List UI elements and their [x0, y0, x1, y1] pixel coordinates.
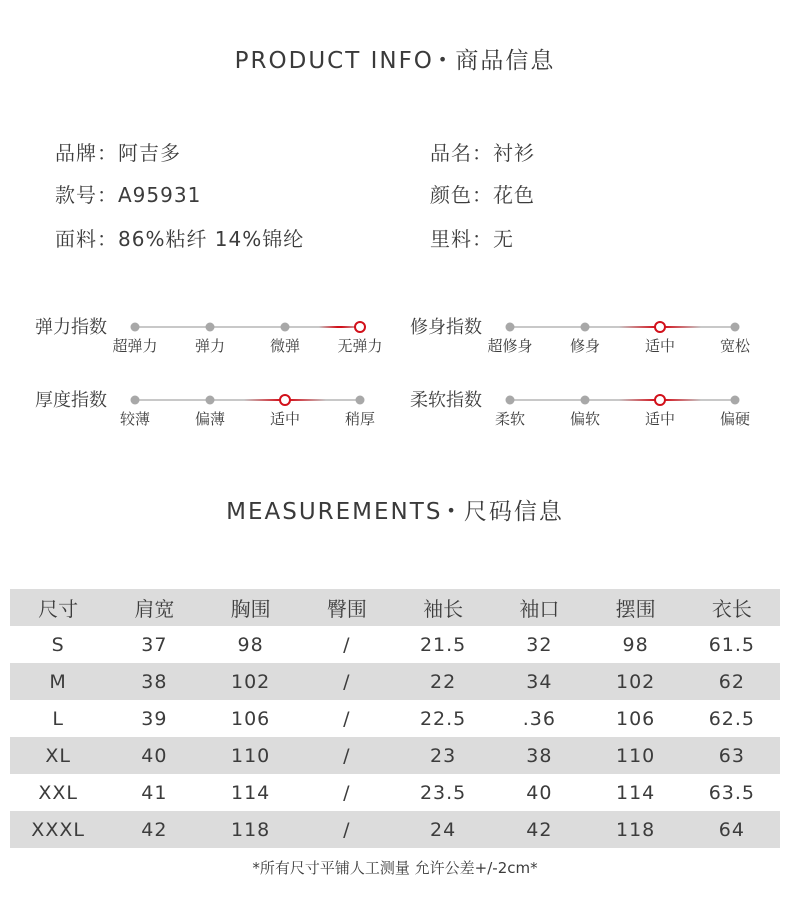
measurements-title	[0, 493, 790, 526]
index-option-label: 适中	[644, 410, 676, 428]
table-cell: 118	[203, 811, 299, 848]
table-cell: /	[299, 663, 395, 700]
table-cell: 63	[684, 737, 780, 774]
table-cell: 32	[526, 633, 553, 656]
index-option-label: 稍厚	[344, 410, 376, 428]
index-option-label: 宽松	[719, 337, 751, 355]
table-cell: 98	[622, 633, 649, 656]
table-cell: 39	[141, 707, 168, 730]
table-cell: 24	[395, 811, 491, 848]
table-header-cell: 袖长	[395, 589, 491, 626]
info-label: 品牌	[55, 141, 97, 165]
table-cell: /	[299, 811, 395, 848]
index-option-label: 适中	[644, 337, 676, 355]
table-cell: 38	[106, 663, 202, 700]
info-value: 无	[493, 227, 514, 251]
table-cell: 110	[588, 737, 684, 774]
index-label: 柔软指数	[410, 390, 482, 411]
table-cell: 118	[588, 811, 684, 848]
info-sep: ：	[472, 183, 493, 207]
info-value: 阿吉多	[118, 141, 181, 165]
table-row	[10, 811, 780, 848]
info-color	[430, 179, 535, 208]
table-cell: 102	[203, 663, 299, 700]
info-label: 颜色	[430, 183, 472, 207]
table-cell: 34	[491, 663, 587, 700]
table-cell: 114	[230, 781, 271, 804]
table-cell: 63.5	[708, 781, 756, 804]
table-cell: 110	[203, 737, 299, 774]
info-value: 花色	[493, 183, 535, 207]
product-info-title	[0, 42, 790, 75]
index-option-label: 柔软	[494, 410, 526, 428]
table-header-cell: 袖口	[491, 589, 587, 626]
index-option-label: 偏硬	[719, 410, 751, 428]
table-cell: /	[343, 633, 351, 656]
measurements-title-cn: 尺码信息	[463, 499, 564, 525]
table-header-cell: 尺寸	[10, 589, 106, 626]
index-option-label: 无弹力	[337, 337, 383, 355]
table-row	[10, 737, 780, 774]
index-option-label: 偏薄	[194, 410, 226, 428]
table-cell: 106	[230, 707, 271, 730]
index-option-label: 超弹力	[112, 337, 158, 355]
table-cell: 62.5	[708, 707, 756, 730]
table-header-cell: 胸围	[203, 589, 299, 626]
table-cell: 42	[106, 811, 202, 848]
table-cell: 23	[395, 737, 491, 774]
table-cell: 62	[684, 663, 780, 700]
index-option-label: 适中	[269, 410, 301, 428]
measurements-title-en: MEASUREMENTS	[226, 499, 443, 525]
table-header-row	[10, 589, 780, 626]
table-cell: L	[52, 707, 64, 730]
table-cell: 114	[615, 781, 656, 804]
info-label: 里料	[430, 227, 472, 251]
table-cell: S	[51, 633, 65, 656]
index-label: 修身指数	[410, 317, 482, 338]
table-row	[10, 626, 780, 663]
product-info-title-cn: 商品信息	[455, 48, 556, 74]
table-cell: 102	[588, 663, 684, 700]
table-cell: XXXL	[10, 811, 106, 848]
index-option-label: 偏软	[569, 410, 601, 428]
index-option-label: 较薄	[119, 410, 151, 428]
index-dot	[206, 323, 215, 332]
info-sep: ：	[472, 227, 493, 251]
info-value: 衬衫	[493, 141, 535, 165]
table-row	[10, 700, 780, 737]
index-option-label: 超修身	[487, 337, 533, 355]
info-label: 款号	[55, 183, 97, 207]
index-dot	[581, 323, 590, 332]
info-sep: ：	[472, 141, 493, 165]
index-dot	[281, 323, 290, 332]
table-cell: 106	[615, 707, 656, 730]
index-option-label: 修身	[569, 337, 601, 355]
index-option-label: 弹力	[194, 337, 226, 355]
index-dot	[206, 396, 215, 405]
table-cell: 40	[106, 737, 202, 774]
table-cell: 22.5	[419, 707, 467, 730]
info-product-name	[430, 137, 535, 166]
info-fabric	[55, 223, 304, 252]
table-cell: .36	[522, 707, 556, 730]
index-dot	[131, 396, 140, 405]
info-sep: ：	[97, 227, 118, 251]
table-cell: 22	[395, 663, 491, 700]
index-dot	[506, 396, 515, 405]
table-cell: /	[299, 737, 395, 774]
info-style-number	[55, 179, 201, 208]
table-cell: 42	[491, 811, 587, 848]
index-selected-marker	[279, 394, 291, 406]
index-dot	[506, 323, 515, 332]
table-cell: 23.5	[419, 781, 467, 804]
table-header-cell: 臀围	[299, 589, 395, 626]
index-selected-marker	[354, 321, 366, 333]
table-cell: 37	[141, 633, 168, 656]
table-header-cell: 摆围	[588, 589, 684, 626]
table-cell: 38	[491, 737, 587, 774]
index-label: 厚度指数	[35, 390, 107, 411]
table-cell: 61.5	[708, 633, 756, 656]
title-separator: •	[437, 50, 450, 69]
index-dot	[131, 323, 140, 332]
info-value: A95931	[118, 183, 202, 207]
table-header-cell: 肩宽	[106, 589, 202, 626]
index-dot	[581, 396, 590, 405]
table-cell: 41	[141, 781, 168, 804]
table-cell: /	[343, 781, 351, 804]
info-brand	[55, 137, 181, 166]
table-cell: /	[343, 707, 351, 730]
info-lining	[430, 223, 514, 252]
index-label: 弹力指数	[35, 317, 107, 338]
measurement-footnote: *所有尺寸平铺人工测量 允许公差+/-2cm*	[252, 859, 538, 877]
index-selected-marker	[654, 394, 666, 406]
index-dot	[731, 396, 740, 405]
table-cell: 64	[684, 811, 780, 848]
table-cell: XXL	[38, 781, 78, 804]
product-info-title-en: PRODUCT INFO	[234, 48, 434, 74]
table-cell: 98	[237, 633, 264, 656]
index-option-label: 微弹	[269, 337, 301, 355]
info-label: 面料	[55, 227, 97, 251]
title-separator: •	[446, 501, 458, 520]
table-header-cell: 衣长	[684, 589, 780, 626]
size-table	[10, 589, 780, 848]
table-row	[10, 774, 780, 811]
index-dot	[356, 396, 365, 405]
info-sep: ：	[97, 141, 118, 165]
info-value: 86%粘纤 14%锦纶	[118, 227, 305, 251]
info-label: 品名	[430, 141, 472, 165]
table-cell: 40	[526, 781, 553, 804]
info-sep: ：	[97, 183, 118, 207]
table-cell: 21.5	[419, 633, 467, 656]
table-cell: M	[10, 663, 106, 700]
index-dot	[731, 323, 740, 332]
table-cell: XL	[10, 737, 106, 774]
table-row	[10, 663, 780, 700]
index-selected-marker	[654, 321, 666, 333]
